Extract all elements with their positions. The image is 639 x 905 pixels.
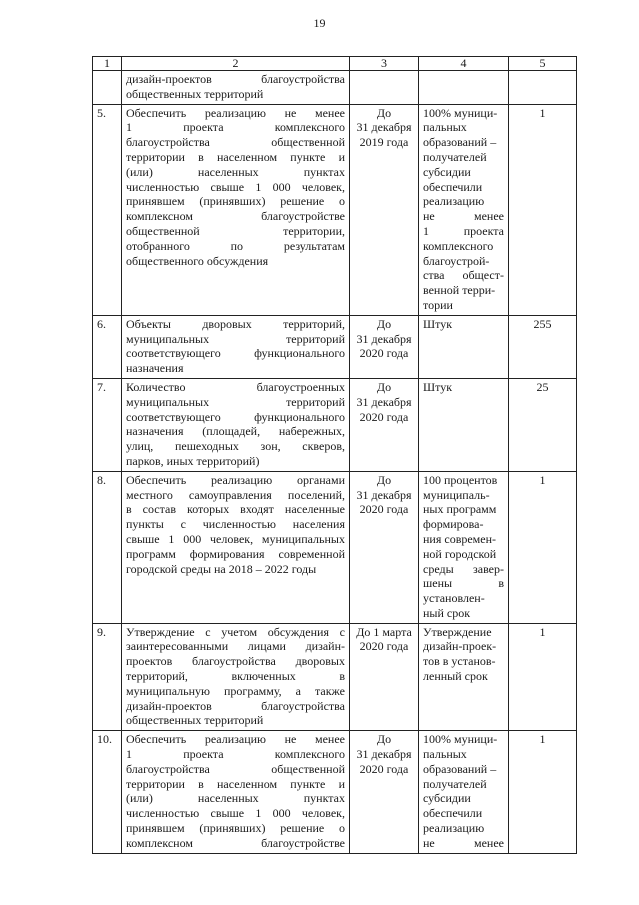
deadline-cell [350, 378, 419, 471]
description-line: (или) населенных пунктах [126, 791, 345, 806]
header-cell-1: 1 [93, 57, 122, 71]
unit-line: шены в [423, 576, 504, 591]
unit-line: субсидии [423, 164, 471, 179]
description-line: территории в населенном пункте и [126, 776, 345, 791]
table-row [93, 471, 577, 623]
deadline-line: 2020 года [359, 639, 409, 654]
description-line: общественных территорий [126, 713, 264, 728]
unit-line: ных программ [423, 502, 497, 517]
target-value: 25 [509, 378, 577, 471]
indicator-description [122, 623, 350, 731]
header-cell-5: 5 [509, 57, 577, 71]
description-line: благоустройства общественной [126, 135, 345, 150]
unit-cell [419, 104, 509, 315]
description-line: общественных территорий [126, 86, 264, 101]
description-line: (или) населенных пунктах [126, 164, 345, 179]
deadline-line: 31 декабря [356, 394, 412, 409]
row-number: 9. [93, 623, 122, 731]
unit-line: 100% муници- [423, 105, 498, 120]
deadline-line: До 1 марта [356, 624, 412, 639]
unit-line: благоустрой- [423, 253, 490, 268]
description-line: 1 проекта комплексного [126, 120, 345, 135]
deadline-cell [350, 731, 419, 853]
page-number: 19 [313, 16, 326, 30]
description-line: отобранного по результатам [126, 238, 345, 253]
unit-line: образований – [423, 135, 497, 150]
unit-line: реализацию [423, 821, 485, 836]
description-line: комплексном благоустройстве [126, 209, 345, 224]
unit-line: 100% муници- [423, 732, 498, 747]
deadline-line: До [376, 472, 392, 487]
deadline-cell [350, 104, 419, 315]
target-value [509, 71, 577, 105]
description-line: общественной территории, [126, 223, 345, 238]
description-line: местного самоуправления поселений, [126, 487, 345, 502]
indicator-description [122, 104, 350, 315]
unit-line: ный срок [423, 605, 471, 620]
description-line: 1 проекта комплексного [126, 747, 345, 762]
unit-line: 100 процентов [423, 472, 498, 487]
row-number: 5. [93, 104, 122, 315]
description-line: принявшем (принявших) решение о [126, 821, 345, 836]
unit-line: формирова- [423, 517, 484, 532]
description-line: дизайн-проектов благоустройства [126, 72, 345, 86]
description-line: Объекты дворовых территорий, [126, 316, 345, 331]
unit-cell [419, 471, 509, 623]
description-line: Количество благоустроенных [126, 379, 345, 394]
description-line: Утверждение с учетом обсуждения с [126, 624, 345, 639]
description-line: городской среды на 2018 – 2022 годы [126, 561, 317, 576]
description-line: принявшем (принявших) решение о [126, 194, 345, 209]
row-number: 8. [93, 471, 122, 623]
header-cell-3: 3 [350, 57, 419, 71]
description-line: Обеспечить реализацию органами [126, 472, 345, 487]
deadline-line: 2020 года [359, 761, 409, 776]
table-row [93, 731, 577, 853]
indicator-description [122, 731, 350, 853]
unit-cell [419, 315, 509, 378]
deadline-line: 2020 года [359, 409, 409, 424]
deadline-line: 31 декабря [356, 120, 412, 135]
header-cell-2: 2 [122, 57, 350, 71]
description-line: муниципальных территорий [126, 331, 345, 346]
row-number [93, 71, 122, 105]
target-value: 1 [509, 623, 577, 731]
unit-line: реализацию [423, 194, 485, 209]
description-line: заинтересованными лицами дизайн- [126, 639, 345, 654]
unit-line: не менее [423, 835, 504, 850]
unit-line: 1 проекта [423, 223, 504, 238]
row-number: 7. [93, 378, 122, 471]
description-line: программ формирования современной [126, 546, 345, 561]
description-line: пункты с численностью населения [126, 517, 345, 532]
indicator-description [122, 71, 350, 105]
table-row [93, 71, 577, 105]
deadline-line: 2020 года [359, 346, 409, 361]
unit-line: установлен- [423, 591, 485, 606]
unit-line: пальных [423, 747, 467, 762]
indicators-table [92, 56, 577, 854]
indicator-description [122, 471, 350, 623]
description-line: улиц, пешеходных зон, скверов, [126, 439, 345, 454]
deadline-line: До [376, 105, 392, 120]
description-line: численностью свыше 1 000 человек, [126, 806, 345, 821]
description-line: назначения (площадей, набережных, [126, 424, 345, 439]
description-line: территории в населенном пункте и [126, 149, 345, 164]
description-line: назначения [126, 361, 184, 376]
description-line: благоустройства общественной [126, 761, 345, 776]
deadline-cell [350, 71, 419, 105]
table-row [93, 623, 577, 731]
table-row [93, 315, 577, 378]
description-line: комплексном благоустройстве [126, 835, 345, 850]
unit-line: субсидии [423, 791, 471, 806]
unit-line: тов в установ- [423, 654, 496, 669]
description-line: соответствующего функционального [126, 409, 345, 424]
unit-line: дизайн-проек- [423, 639, 497, 654]
table-row [93, 378, 577, 471]
unit-line: образований – [423, 761, 497, 776]
deadline-cell [350, 623, 419, 731]
description-line: парков, иных территорий) [126, 453, 260, 468]
header-cell-4: 4 [419, 57, 509, 71]
unit-cell [419, 71, 509, 105]
deadline-line: До [376, 379, 392, 394]
description-line: соответствующего функционального [126, 346, 345, 361]
unit-line: тории [423, 297, 453, 312]
description-line: дизайн-проектов благоустройства [126, 698, 345, 713]
deadline-line: 31 декабря [356, 487, 412, 502]
description-line: свыше 1 000 человек, муниципальных [126, 531, 345, 546]
unit-cell [419, 623, 509, 731]
deadline-line: 2020 года [359, 502, 409, 517]
deadline-cell [350, 315, 419, 378]
indicator-description [122, 315, 350, 378]
unit-line: комплексного [423, 238, 494, 253]
unit-line: муниципаль- [423, 487, 490, 502]
unit-line: Штук [423, 316, 453, 331]
unit-line: получателей [423, 149, 487, 164]
target-value: 1 [509, 104, 577, 315]
deadline-line: 31 декабря [356, 331, 412, 346]
description-line: в состав которых входят населенные [126, 502, 345, 517]
row-number: 10. [93, 731, 122, 853]
deadline-cell [350, 471, 419, 623]
unit-line: ства общест- [423, 268, 504, 283]
target-value: 1 [509, 731, 577, 853]
unit-line: получателей [423, 776, 487, 791]
target-value: 255 [509, 315, 577, 378]
deadline-line: 2019 года [359, 135, 409, 150]
unit-cell [419, 731, 509, 853]
unit-line: ной городской [423, 546, 497, 561]
unit-line: ния современ- [423, 531, 497, 546]
description-line: Обеспечить реализацию не менее [126, 732, 345, 747]
deadline-line: До [376, 316, 392, 331]
unit-line: обеспечили [423, 806, 483, 821]
deadline-line: 31 декабря [356, 747, 412, 762]
description-line: Обеспечить реализацию не менее [126, 105, 345, 120]
unit-line: Штук [423, 379, 453, 394]
unit-line: не менее [423, 209, 504, 224]
indicator-description [122, 378, 350, 471]
description-line: муниципальную программу, а также [126, 683, 345, 698]
description-line: муниципальных территорий [126, 394, 345, 409]
unit-line: пальных [423, 120, 467, 135]
description-line: численностью свыше 1 000 человек, [126, 179, 345, 194]
table-header-row [93, 57, 577, 71]
unit-line: Утверждение [423, 624, 492, 639]
unit-line: обеспечили [423, 179, 483, 194]
target-value: 1 [509, 471, 577, 623]
table-row [93, 104, 577, 315]
description-line: территорий, включенных в [126, 669, 345, 684]
unit-line: среды завер- [423, 561, 504, 576]
row-number: 6. [93, 315, 122, 378]
unit-cell [419, 378, 509, 471]
unit-line: венной терри- [423, 283, 496, 298]
deadline-line: До [376, 732, 392, 747]
description-line: проектов благоустройства дворовых [126, 654, 345, 669]
description-line: общественного обсуждения [126, 253, 269, 268]
unit-line: ленный срок [423, 669, 488, 684]
